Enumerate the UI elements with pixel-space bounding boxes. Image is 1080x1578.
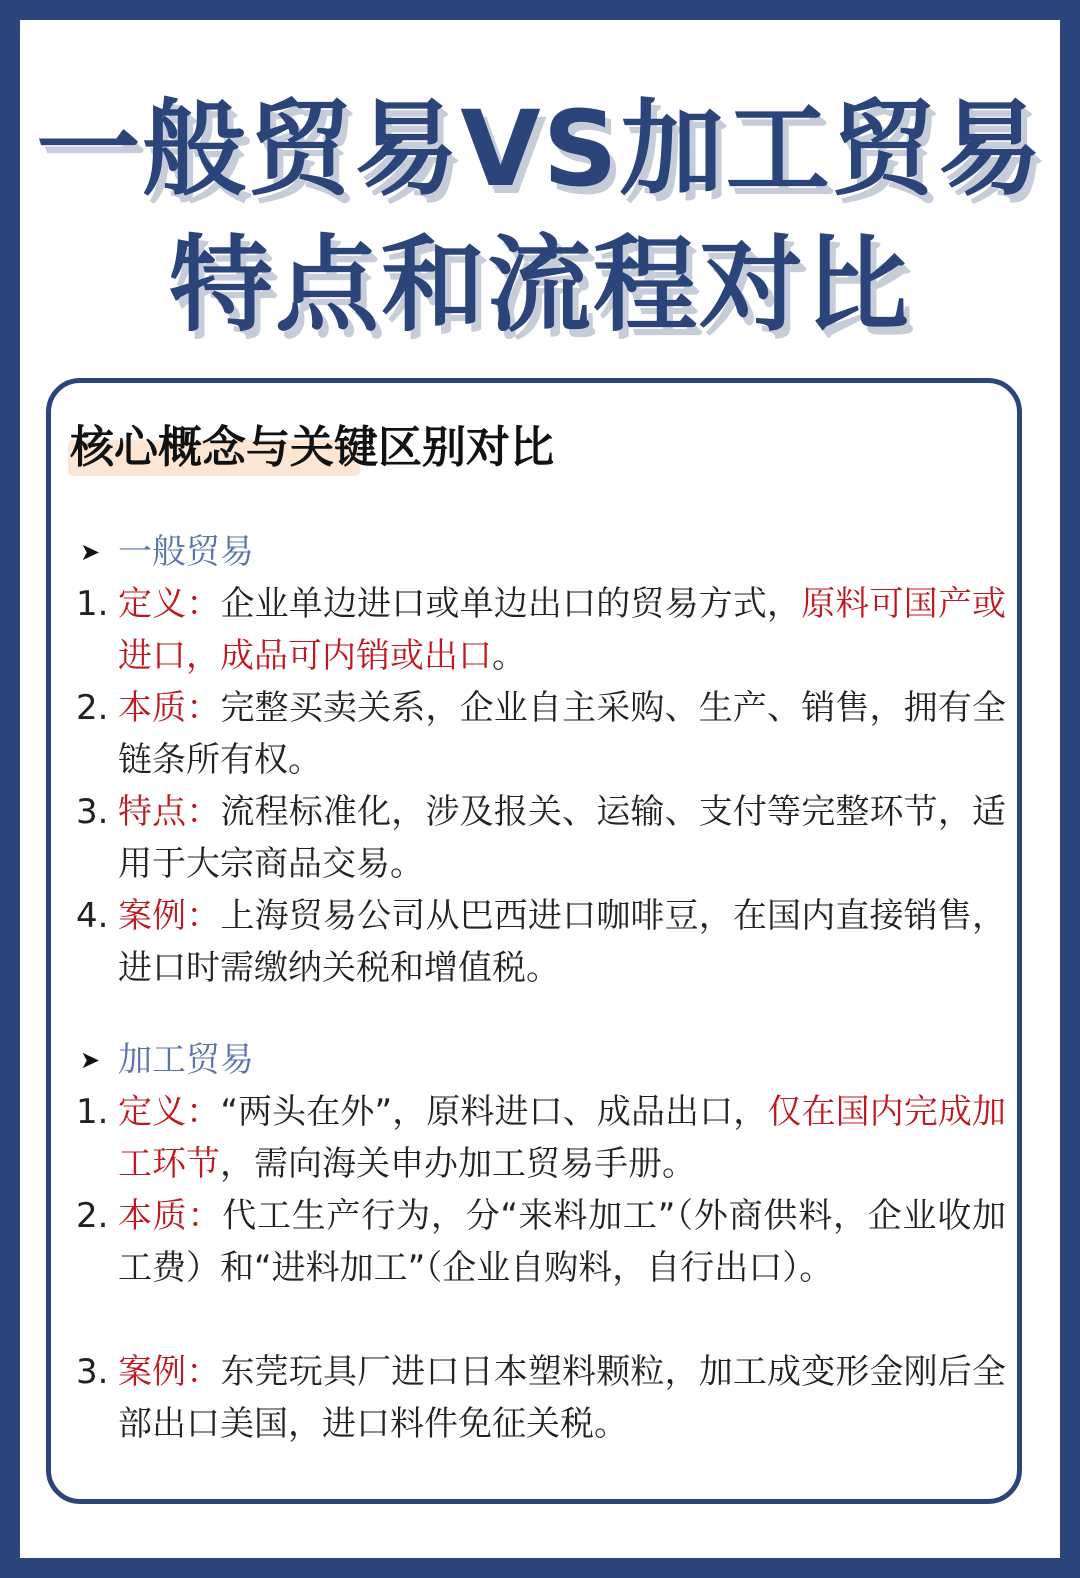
item-text: 企业单边进口或单边出口的贸易方式， <box>220 584 802 624</box>
list-item <box>76 1190 1006 1294</box>
item-highlight-text: 仅在国内完成加工环节 <box>118 1092 1007 1184</box>
item-label: 特点： <box>118 792 221 832</box>
item-number: 3. <box>76 1352 109 1392</box>
item-text: 东莞玩具厂进口日本塑料颗粒，加工成变形金刚后全部出口美国，进口料件免征关税。 <box>118 1352 1007 1444</box>
card-heading: 核心概念与关键区别对比 <box>70 422 554 473</box>
arrow-right-icon: ➤ <box>80 538 101 566</box>
arrow-right-icon: ➤ <box>80 1046 101 1074</box>
section-general-title: 一般贸易 <box>118 532 254 572</box>
item-label: 本质： <box>118 688 221 728</box>
list-item <box>76 682 1006 786</box>
item-text-end: ，需向海关申办加工贸易手册。 <box>220 1144 696 1184</box>
list-item <box>76 578 1006 682</box>
section-general-head <box>80 526 254 578</box>
item-number: 3. <box>76 792 109 832</box>
list-item <box>76 786 1006 890</box>
item-number: 2. <box>76 1196 109 1236</box>
title-line-1: 一般贸易VS加工贸易 <box>36 88 1044 210</box>
item-label: 案例： <box>118 1352 221 1392</box>
list-item <box>76 890 1006 994</box>
title-line-2: 特点和流程对比 <box>168 224 911 346</box>
item-text: 完整买卖关系，企业自主采购、生产、销售，拥有全链条所有权。 <box>118 688 1007 780</box>
item-highlight-text: 原料可国产或进口，成品可内销或出口 <box>118 584 1007 676</box>
section-processing-title: 加工贸易 <box>118 1040 254 1080</box>
item-text-end: 。 <box>492 636 526 676</box>
item-label: 定义： <box>118 584 221 624</box>
item-text: 上海贸易公司从巴西进口咖啡豆，在国内直接销售，进口时需缴纳关税和增值税。 <box>118 896 1007 988</box>
item-text: 流程标准化，涉及报关、运输、支付等完整环节，适用于大宗商品交易。 <box>118 792 1007 884</box>
list-item <box>76 1346 1006 1450</box>
list-item <box>76 1086 1006 1190</box>
section-processing-head <box>80 1034 254 1086</box>
item-number: 2. <box>76 688 109 728</box>
item-label: 定义： <box>118 1092 221 1132</box>
item-number: 1. <box>76 584 109 624</box>
item-text: “两头在外”，原料进口、成品出口， <box>220 1092 768 1132</box>
item-text: 代工生产行为，分“来料加工”（外商供料，企业收加工费）和“进料加工”（企业自购料，自行出口）。 <box>118 1196 1006 1288</box>
item-number: 4. <box>76 896 109 936</box>
item-label: 本质： <box>118 1196 223 1236</box>
item-label: 案例： <box>118 896 221 936</box>
item-number: 1. <box>76 1092 109 1132</box>
